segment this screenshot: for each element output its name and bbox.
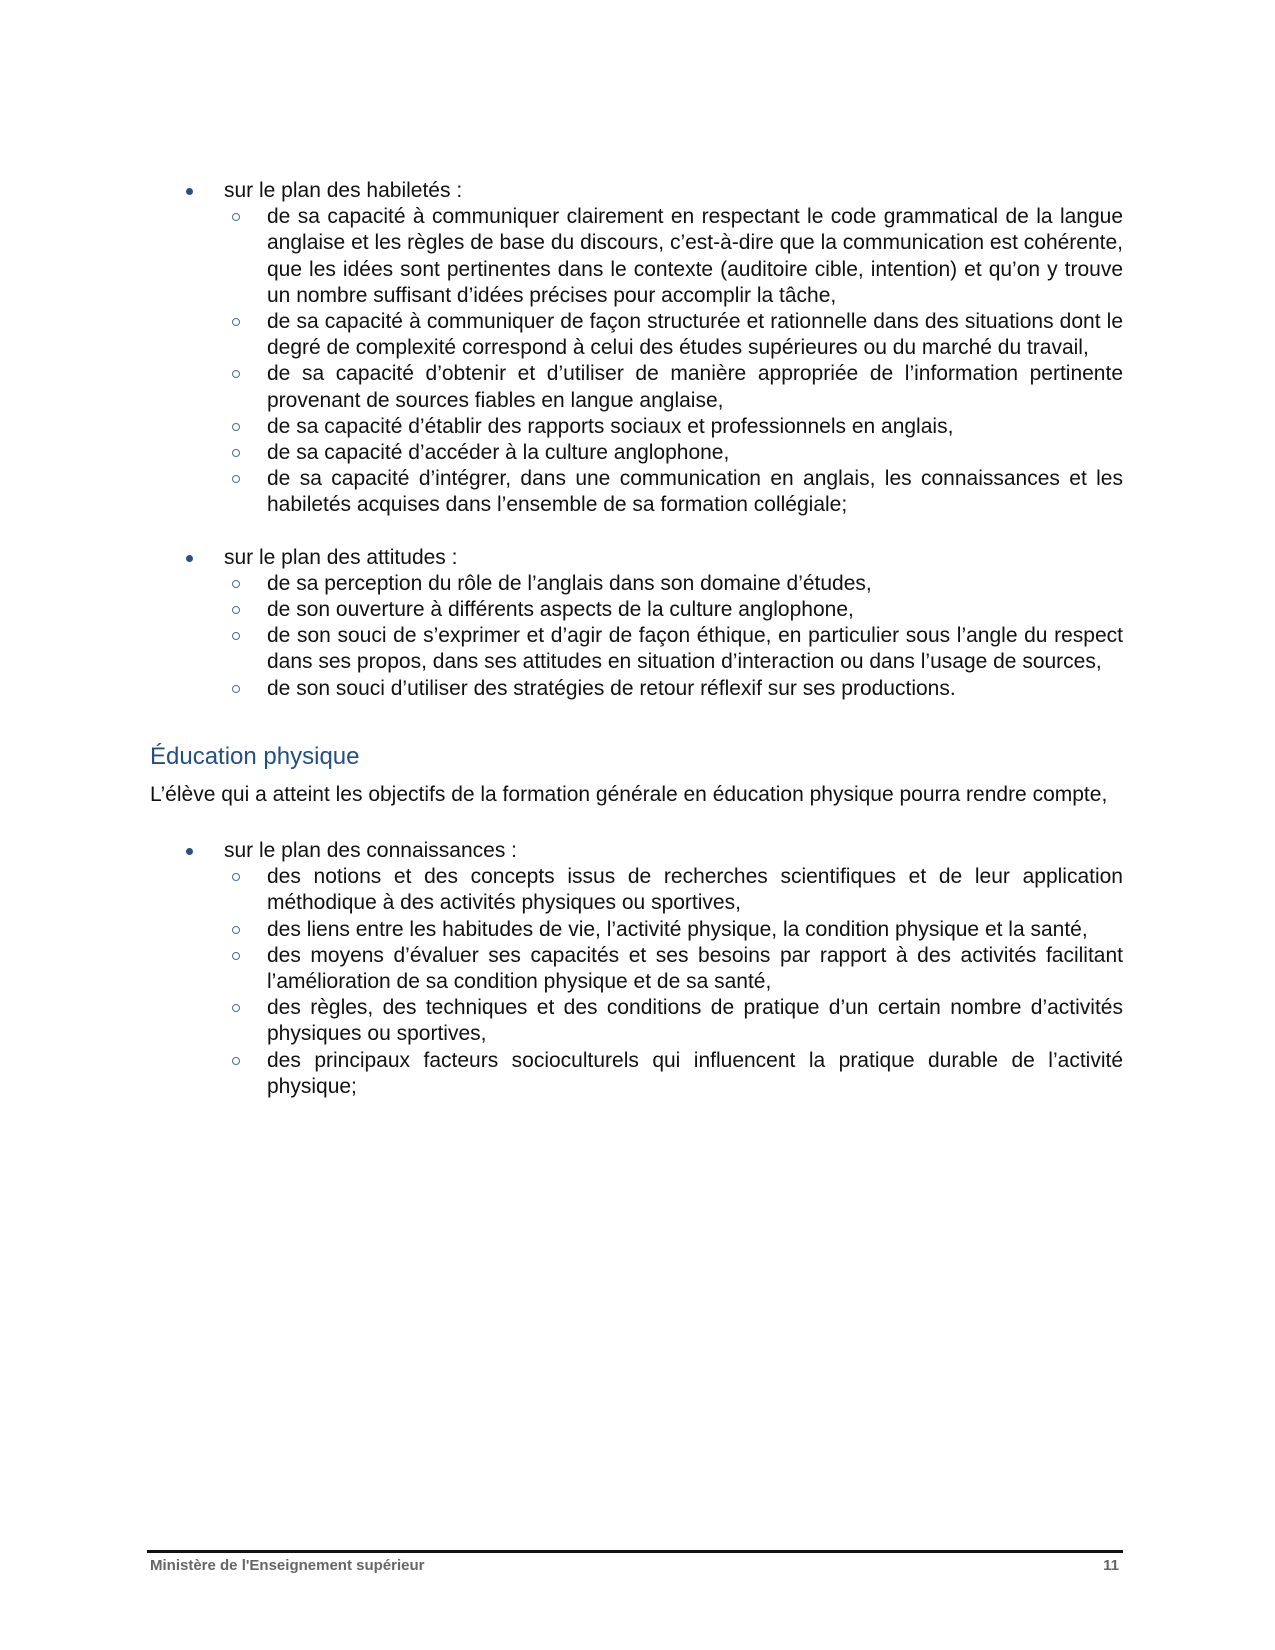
item-text: de sa capacité d’établir des rapports sociaux et professionnels en anglais,: [267, 414, 954, 438]
item-text: des règles, des techniques et des conditions de pratique d’un certain nombre d’activités physiques ou sportives,: [267, 996, 1123, 1046]
circle-bullet-icon: [232, 423, 240, 431]
sub-list: [224, 204, 1123, 518]
page-number: 11: [1103, 1557, 1119, 1574]
circle-bullet-icon: [232, 580, 240, 588]
sub-list-item: [224, 917, 1123, 943]
document-body: [150, 178, 1123, 1100]
section-heading: Éducation physique: [150, 742, 360, 770]
sub-list-item: [224, 309, 1123, 361]
item-text: de sa perception du rôle de l’anglais dans son domaine d’études,: [267, 571, 872, 595]
item-text: de sa capacité d’obtenir et d’utiliser de manière appropriée de l’information pertinente provenant de sources fiables en langue anglaise,: [267, 362, 1123, 412]
habiletes-list: [150, 178, 1123, 519]
list-item-habiletes: [150, 178, 1123, 519]
item-text: de son ouverture à différents aspects de la culture anglophone,: [267, 598, 854, 622]
footer-publisher: Ministère de l'Enseignement supérieur: [150, 1557, 425, 1574]
list-item-connaissances: [150, 838, 1123, 1100]
circle-bullet-icon: [232, 632, 240, 640]
item-text: de sa capacité à communiquer de façon structurée et rationnelle dans des situations dont le degré de complexité correspond à celui des études supérieures ou du marché du travail,: [267, 310, 1123, 360]
bullet-icon: [186, 848, 193, 855]
item-text: des moyens d’évaluer ses capacités et ses besoins par rapport à des activités facilitant l’amélioration de sa condition physique et de sa santé,: [267, 943, 1123, 994]
sub-list-item: [224, 361, 1123, 413]
footer-divider: [147, 1550, 1123, 1553]
item-text: des liens entre les habitudes de vie, l’activité physique, la condition physique et la santé,: [267, 917, 1088, 941]
spacer: [150, 519, 1123, 545]
circle-bullet-icon: [232, 926, 240, 934]
circle-bullet-icon: [232, 952, 240, 960]
circle-bullet-icon: [232, 873, 240, 881]
item-text: de son souci de s’exprimer et d’agir de façon éthique, en particulier sous l’angle du respect dans ses propos, dans ses attitudes en situation d’interaction ou dans l’usage de sources,: [267, 624, 1123, 674]
sub-list-item: [224, 414, 1123, 440]
circle-bullet-icon: [232, 1057, 240, 1065]
item-text: de sa capacité d’intégrer, dans une communication en anglais, les connaissances et les habiletés acquises dans l’ensemble de sa formation collégiale;: [267, 467, 1123, 517]
sub-list: [224, 571, 1123, 702]
sub-list-item: [224, 943, 1123, 995]
sub-list-item: [224, 440, 1123, 466]
circle-bullet-icon: [232, 685, 240, 693]
circle-bullet-icon: [232, 449, 240, 457]
sub-list-item: [224, 864, 1123, 916]
item-text: de sa capacité d’accéder à la culture anglophone,: [267, 441, 730, 465]
sub-list-item: [224, 623, 1123, 675]
bullet-icon: [186, 555, 193, 562]
bullet-icon: [186, 188, 193, 195]
attitudes-list: [150, 545, 1123, 702]
item-text: des notions et des concepts issus de recherches scientifiques et de leur application méthodique à des activités physiques ou sportives,: [267, 865, 1123, 915]
item-text: des principaux facteurs socioculturels qui influencent la pratique durable de l’activité physique;: [267, 1048, 1123, 1098]
sub-list-item: [224, 1048, 1123, 1100]
list-item-attitudes: [150, 545, 1123, 702]
sub-list-item: [224, 466, 1123, 518]
item-text: de sa capacité à communiquer clairement en respectant le code grammatical de la langue anglaise et les règles de base du discours, c’est-à-dire que la communication est cohérente, que les idées sont pertinentes dans le contexte (auditoire cible, intention) et qu’on y trouve un nombre suffisant d’idées précises pour accomplir la tâche,: [267, 205, 1123, 307]
list-label: sur le plan des attitudes :: [224, 545, 458, 569]
sub-list: [224, 864, 1123, 1100]
sub-list-item: [224, 995, 1123, 1047]
circle-bullet-icon: [232, 213, 240, 221]
sub-list-item: [224, 676, 1123, 702]
circle-bullet-icon: [232, 318, 240, 326]
circle-bullet-icon: [232, 1004, 240, 1012]
intro-paragraph: L’élève qui a atteint les objectifs de la formation générale en éducation physique pourra rendre compte,: [150, 782, 1108, 806]
list-label: sur le plan des habiletés :: [224, 179, 463, 202]
item-text: de son souci d’utiliser des stratégies de retour réflexif sur ses productions.: [267, 676, 956, 700]
circle-bullet-icon: [232, 475, 240, 483]
sub-list-item: [224, 597, 1123, 623]
sub-list-item: [224, 571, 1123, 597]
spacer: [150, 808, 1123, 834]
circle-bullet-icon: [232, 370, 240, 378]
connaissances-list: [150, 838, 1123, 1100]
circle-bullet-icon: [232, 606, 240, 614]
sub-list-item: [224, 204, 1123, 309]
list-label: sur le plan des connaissances :: [224, 839, 518, 863]
